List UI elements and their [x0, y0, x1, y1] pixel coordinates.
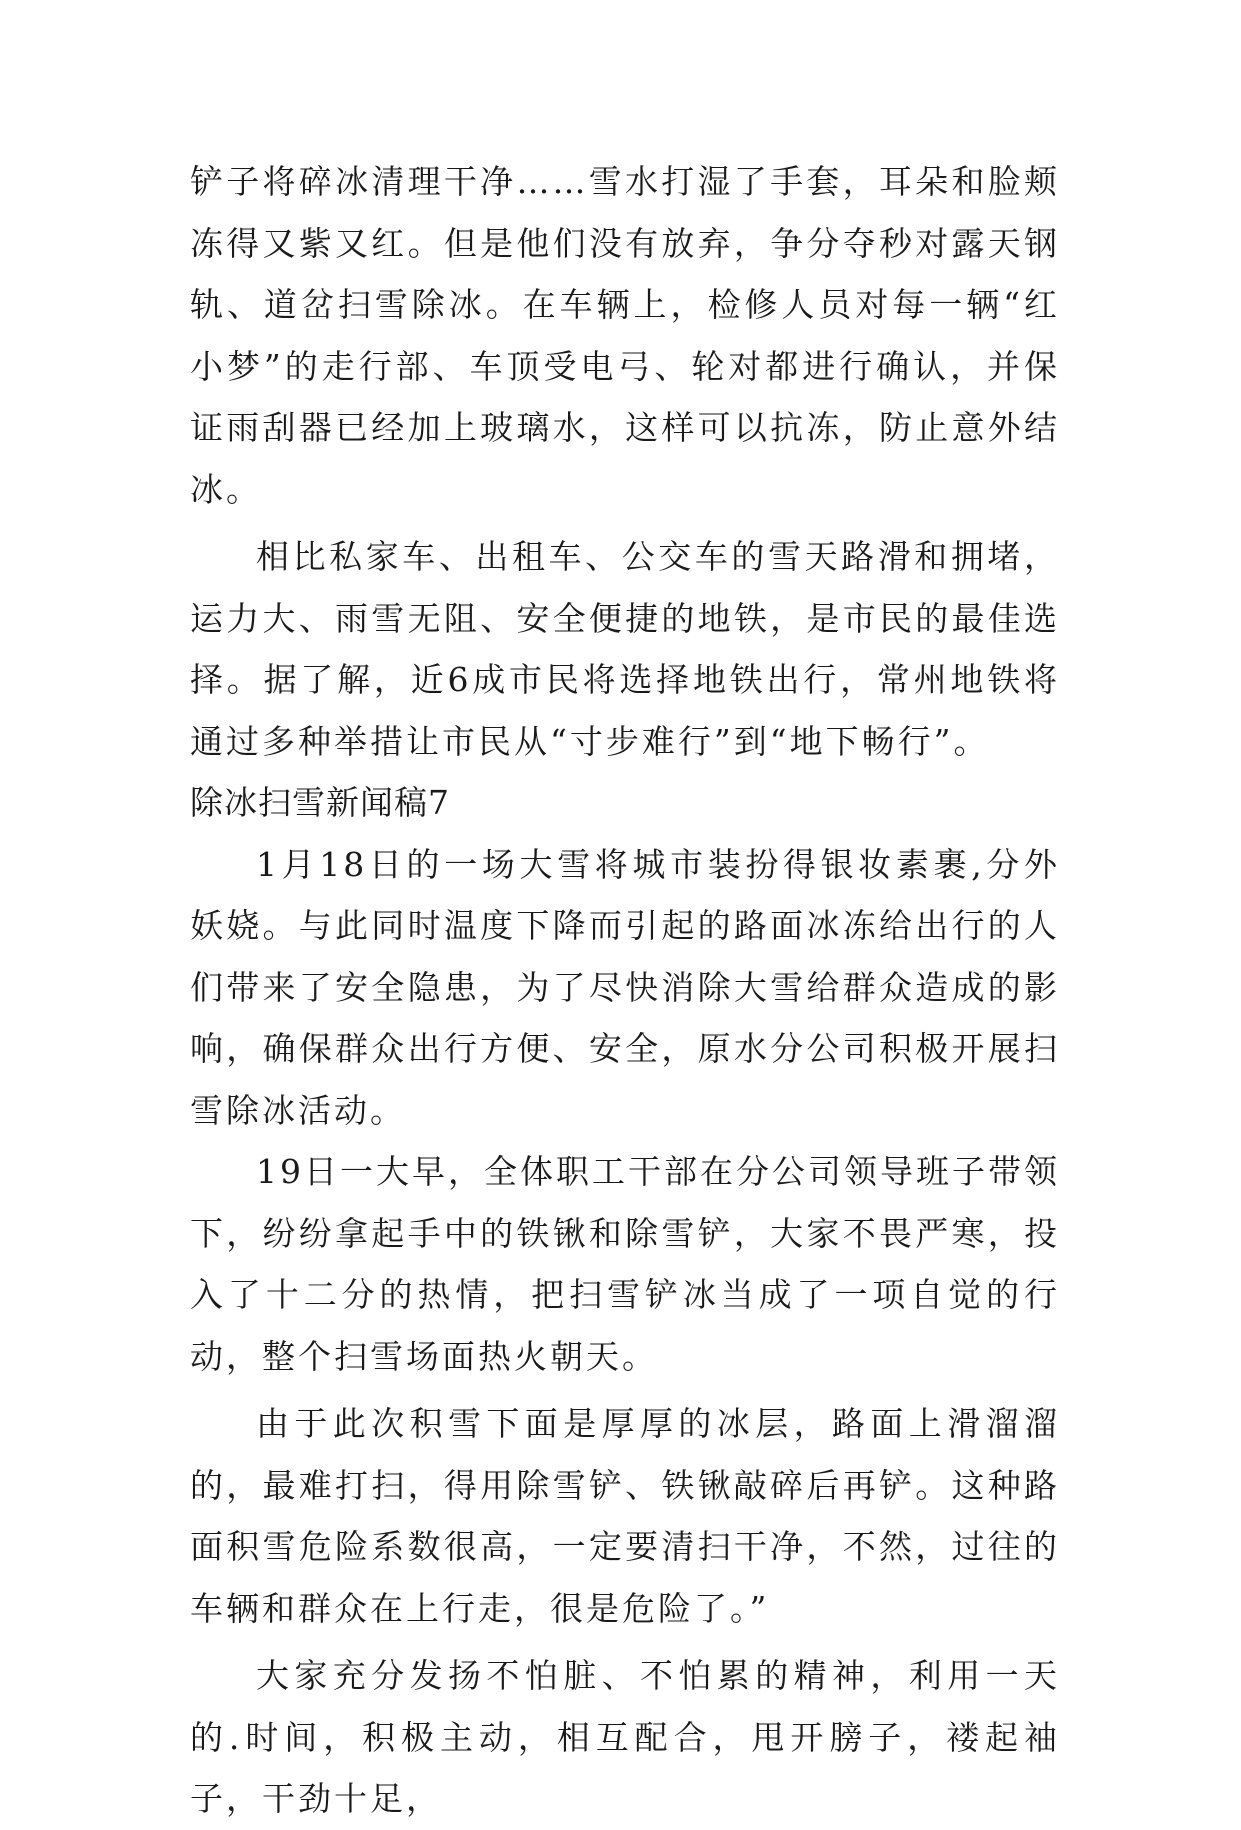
section-heading: 除冰扫雪新闻稿7 [190, 783, 450, 822]
document-body [190, 151, 1060, 1830]
paragraph-snowfall: 1月18日的一场大雪将城市装扮得银妆素裹,分外妖娆。与此同时温度下降而引起的路面冰冻给出行的人们带来了安全隐患，为了尽快消除大雪给群众造成的影响，确保群众出行方便、安全，原水分公司积极开展扫雪除冰活动。 [190, 844, 1060, 1130]
paragraph-continued: 铲子将碎冰清理干净……雪水打湿了手套，耳朵和脸颊冻得又紫又红。但是他们没有放弃，争分夺秒对露天钢轨、道岔扫雪除冰。在车辆上，检修人员对每一辆“红小梦”的走行部、车顶受电弓、轮对都进行确认，并保证雨刮器已经加上玻璃水，这样可以抗冻，防止意外结冰。 [190, 162, 1060, 509]
paragraph-metro-choice: 相比私家车、出租车、公交车的雪天路滑和拥堵，运力大、雨雪无阻、安全便捷的地铁，是市民的最佳选择。据了解，近6成市民将选择地铁出行，常州地铁将通过多种举措让市民从“寸步难行”到“地下畅行”。 [190, 537, 1060, 761]
paragraph-ice-layer: 由于此次积雪下面是厚厚的冰层，路面上滑溜溜的，最难打扫，得用除雪铲、铁锹敲碎后再铲。这种路面积雪危险系数很高，一定要清扫干净，不然，过往的车辆和群众在上行走，很是危险了。” [190, 1404, 1060, 1628]
paragraph-team-spirit: 大家充分发扬不怕脏、不怕累的精神，利用一天的.时间，积极主动，相互配合，甩开膀子，褛起袖子，干劲十足， [190, 1656, 1060, 1818]
paragraph-morning-work: 19日一大早，全体职工干部在分公司领导班子带领下，纷纷拿起手中的铁锹和除雪铲，大家不畏严寒，投入了十二分的热情，把扫雪铲冰当成了一项自觉的行动，整个扫雪场面热火朝天。 [190, 1152, 1060, 1376]
